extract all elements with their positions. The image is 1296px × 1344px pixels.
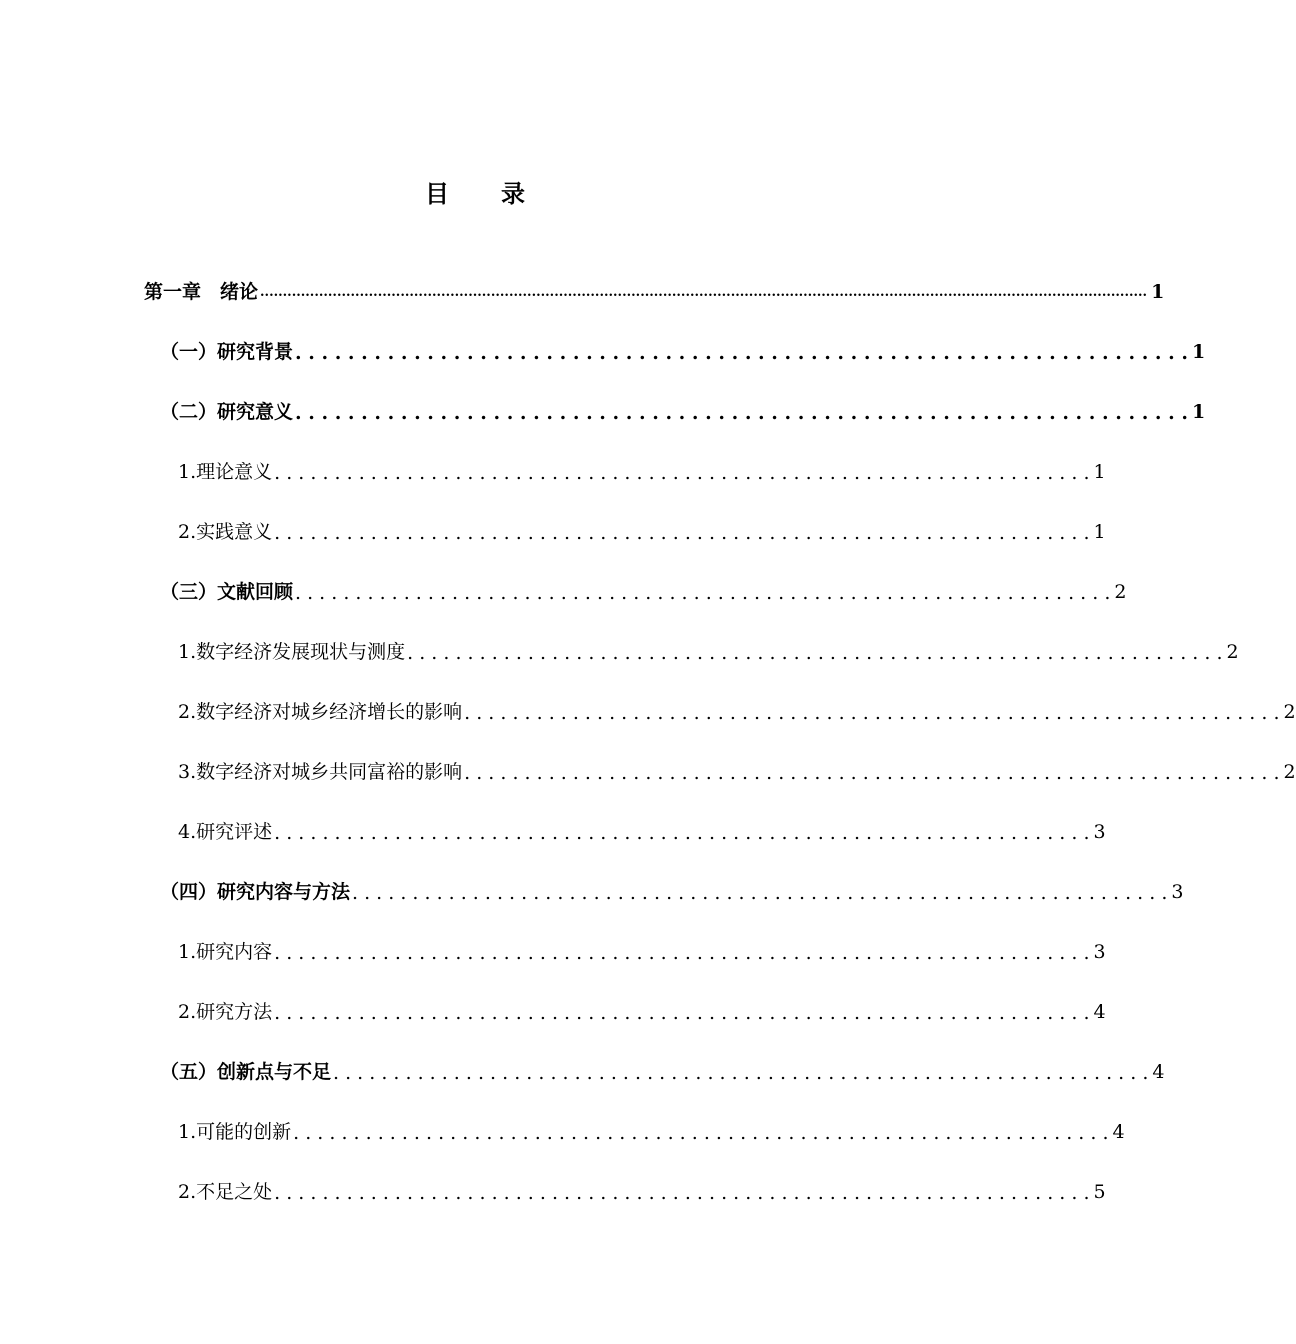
toc-entry-subsection[interactable] (0, 1102, 1125, 1162)
dot-leader: . . . . . . . . . . . . . . . . . . . . . . . . . . . . . . . . . . . . . . . . . . . . . . . . . . . . . . . . . . . . . . . . . . . . (352, 882, 1168, 904)
toc-entry-label: 1.理论意义 (178, 461, 273, 483)
toc-entry-page: 1 (1192, 341, 1206, 363)
toc-entry-subsection[interactable] (0, 982, 1106, 1042)
toc-entry-label: 4.研究评述 (178, 821, 273, 843)
dot-leader: . . . . . . . . . . . . . . . . . . . . . . . . . . . . . . . . . . . . . . . . . . . . . . . . . . . . . . . . . . . . . . . . . . . . (274, 822, 1090, 844)
toc-entry-label: 第一章 绪论 (144, 281, 259, 303)
toc-entry-subsection[interactable] (0, 742, 1296, 802)
title-char-1: 目 (425, 180, 449, 208)
toc-entry-page: 3 (1171, 881, 1184, 903)
toc-entry-subsection[interactable] (0, 502, 1106, 562)
dot-leader: . . . . . . . . . . . . . . . . . . . . . . . . . . . . . . . . . . . . . . . . . . . . . . . . . . . . . . . . . . . . . . . . . . . . (407, 642, 1223, 664)
toc-entry-page: 2 (1283, 701, 1296, 723)
dot-leader: . . . . . . . . . . . . . . . . . . . . . . . . . . . . . . . . . . . . . . . . . . . . . . . . . . . . . . . . . . . . . . . . . . . . (295, 582, 1111, 604)
toc-entry-label: 2.研究方法 (178, 1001, 273, 1023)
toc-entry-subsection[interactable] (0, 1162, 1106, 1222)
dot-leader: . . . . . . . . . . . . . . . . . . . . . . . . . . . . . . . . . . . . . . . . . . . . . . . . . . . . . . . . . . . . . . . . . . . . (333, 1062, 1149, 1084)
toc-entry-label: 2.不足之处 (178, 1181, 273, 1203)
dot-leader: . . . . . . . . . . . . . . . . . . . . . . . . . . . . . . . . . . . . . . . . . . . . . . . . . . . . . . . . . . . . . . . . . . . . (274, 942, 1090, 964)
title-char-2: 录 (501, 180, 525, 208)
toc-entry-page: 2 (1114, 581, 1127, 603)
toc-entry-page: 4 (1093, 1001, 1106, 1023)
dot-leader: .................................................................................................................................................................................................... (260, 285, 1148, 300)
toc-entry-subsection[interactable] (0, 682, 1296, 742)
toc-entry-label: 3.数字经济对城乡共同富裕的影响 (178, 761, 463, 783)
toc-entry-page: 4 (1112, 1121, 1125, 1143)
toc-entry-label: （二）研究意义 (160, 401, 294, 423)
toc-entry-subsection[interactable] (0, 622, 1239, 682)
dot-leader: . . . . . . . . . . . . . . . . . . . . . . . . . . . . . . . . . . . . . . . . . . . . . . . . . . . . . . . . . . . . . . . . . . . . (274, 522, 1090, 544)
toc-entry-page: 1 (1093, 461, 1106, 483)
dot-leader: . . . . . . . . . . . . . . . . . . . . . . . . . . . . . . . . . . . . . . . . . . . . . . . . . . . . . . . . . . . . . . . . . . . . (293, 1122, 1109, 1144)
toc-entry-page: 4 (1152, 1061, 1165, 1083)
toc-entry-label: 1.数字经济发展现状与测度 (178, 641, 406, 663)
toc-entry-subsection[interactable] (0, 802, 1106, 862)
toc-entry-label: （一）研究背景 (160, 341, 294, 363)
toc-entry-label: 2.数字经济对城乡经济增长的影响 (178, 701, 463, 723)
toc-entry-page: 1 (1151, 281, 1165, 303)
toc-entry-label: （五）创新点与不足 (160, 1061, 332, 1083)
toc-entry-page: 3 (1093, 941, 1106, 963)
toc-entry-page: 1 (1093, 521, 1106, 543)
toc-entry-label: 1.研究内容 (178, 941, 273, 963)
toc-entry-label: （四）研究内容与方法 (160, 881, 351, 903)
toc-entry-label: 1.可能的创新 (178, 1121, 292, 1143)
toc-entry-page: 1 (1192, 401, 1206, 423)
toc-entry-section[interactable] (0, 862, 1184, 922)
toc-entry-label: 2.实践意义 (178, 521, 273, 543)
dot-leader: . . . . . . . . . . . . . . . . . . . . . . . . . . . . . . . . . . . . . . . . . . . . . . . . . . . . . . . . . . . . . . . . . . . . (274, 1182, 1090, 1204)
page-title (0, 174, 950, 209)
toc-entry-page: 2 (1283, 761, 1296, 783)
dot-leader: . . . . . . . . . . . . . . . . . . . . . . . . . . . . . . . . . . . . . . . . . . . . . . . . . . . . . . . . . . . . . . . . . . . . (295, 402, 1189, 424)
toc-entry-label: （三）文献回顾 (160, 581, 294, 603)
toc-entry-subsection[interactable] (0, 442, 1106, 502)
toc-entry-page: 5 (1093, 1181, 1106, 1203)
toc-entry-section[interactable] (0, 1042, 1165, 1102)
toc-entry-page: 3 (1093, 821, 1106, 843)
toc-entry-section[interactable] (0, 562, 1127, 622)
toc-entry-section[interactable] (0, 322, 1206, 382)
dot-leader: . . . . . . . . . . . . . . . . . . . . . . . . . . . . . . . . . . . . . . . . . . . . . . . . . . . . . . . . . . . . . . . . . . . . (464, 702, 1280, 724)
toc-entry-page: 2 (1226, 641, 1239, 663)
dot-leader: . . . . . . . . . . . . . . . . . . . . . . . . . . . . . . . . . . . . . . . . . . . . . . . . . . . . . . . . . . . . . . . . . . . . (274, 462, 1090, 484)
table-of-contents (0, 262, 1296, 1222)
toc-entry-subsection[interactable] (0, 922, 1106, 982)
dot-leader: . . . . . . . . . . . . . . . . . . . . . . . . . . . . . . . . . . . . . . . . . . . . . . . . . . . . . . . . . . . . . . . . . . . . (295, 342, 1189, 364)
dot-leader: . . . . . . . . . . . . . . . . . . . . . . . . . . . . . . . . . . . . . . . . . . . . . . . . . . . . . . . . . . . . . . . . . . . . (274, 1002, 1090, 1024)
dot-leader: . . . . . . . . . . . . . . . . . . . . . . . . . . . . . . . . . . . . . . . . . . . . . . . . . . . . . . . . . . . . . . . . . . . . (464, 762, 1280, 784)
toc-entry-chapter-1[interactable] (0, 262, 1165, 322)
toc-entry-section[interactable] (0, 382, 1206, 442)
